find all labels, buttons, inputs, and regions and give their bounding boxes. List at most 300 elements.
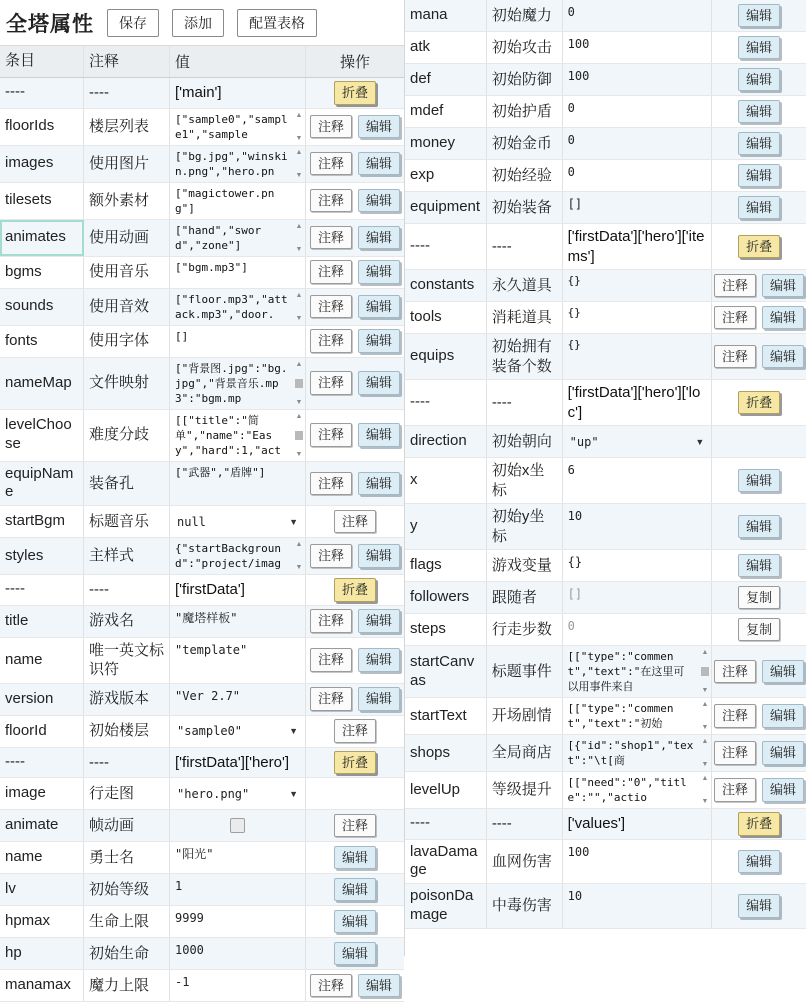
row-actions: [306, 810, 404, 841]
row-value-cell: [563, 646, 713, 697]
row-value: []: [567, 197, 583, 211]
value-json-editor[interactable]: ["hand","sword","zone"]: [175, 223, 262, 252]
note-button[interactable]: 注释: [334, 719, 376, 743]
row-key[interactable]: images: [0, 146, 84, 182]
row-actions: [712, 426, 806, 457]
table-row: [405, 646, 806, 698]
row-value: {}: [567, 555, 583, 569]
fold-button[interactable]: 折叠: [334, 578, 376, 602]
table-row: [0, 874, 404, 906]
add-button[interactable]: 添加: [172, 9, 224, 37]
value-json-editor[interactable]: [["need":"0","title":"","actio: [567, 776, 687, 804]
row-key[interactable]: animates: [0, 220, 84, 256]
value-json-editor[interactable]: {"startBackground":"project/imag: [175, 542, 281, 571]
value-select[interactable]: [175, 515, 300, 529]
row-actions: [712, 614, 806, 645]
value-json-editor[interactable]: ["floor.mp3","attack.mp3","door.: [175, 292, 288, 321]
value-scrollbar[interactable]: [294, 149, 304, 179]
row-value-cell: [170, 716, 306, 747]
row-value-cell: [563, 160, 713, 191]
row-actions: [306, 842, 404, 873]
note-button[interactable]: 注释: [310, 371, 352, 395]
row-key[interactable]: x: [405, 458, 487, 503]
note-button[interactable]: 注释: [310, 648, 352, 672]
edit-button[interactable]: 编辑: [738, 4, 780, 28]
table-row: [0, 938, 404, 970]
edit-button[interactable]: 编辑: [358, 544, 400, 568]
row-value-cell: [563, 735, 713, 771]
value-scrollbar[interactable]: [294, 223, 304, 253]
edit-button[interactable]: 编辑: [738, 196, 780, 220]
note-button[interactable]: 注释: [714, 778, 756, 802]
scroll-up-icon[interactable]: ▲: [701, 775, 709, 782]
row-value-cell: [170, 146, 306, 182]
note-button[interactable]: 注释: [334, 510, 376, 534]
table-row: [405, 64, 806, 96]
row-actions: [712, 64, 806, 95]
edit-button[interactable]: 编辑: [762, 660, 804, 684]
row-key[interactable]: equipment: [405, 192, 487, 223]
value-scrollbar[interactable]: [294, 413, 304, 458]
edit-button[interactable]: 编辑: [358, 329, 400, 353]
row-value: "阳光": [175, 847, 214, 862]
value-select[interactable]: [175, 787, 300, 801]
value-json-editor[interactable]: []: [175, 329, 189, 343]
row-value-cell: [563, 0, 713, 31]
row-value: 0: [567, 5, 575, 19]
scroll-up-icon[interactable]: ▲: [295, 541, 303, 549]
row-comment: 文件映射: [84, 358, 170, 409]
chevron-down-icon: ▼: [695, 436, 705, 447]
row-key[interactable]: def: [405, 64, 487, 95]
table-row: [0, 146, 404, 183]
row-key[interactable]: lavaDamage: [405, 840, 487, 884]
row-value-cell: [563, 64, 713, 95]
edit-button[interactable]: 编辑: [358, 472, 400, 496]
configure-table-button[interactable]: 配置表格: [237, 9, 317, 37]
row-actions: [306, 78, 404, 108]
row-actions: [306, 716, 404, 747]
row-actions: [306, 146, 404, 182]
value-json-editor[interactable]: ["背景图.jpg":"bg.jpg","背景音乐.mp3":"bgm.mp: [175, 361, 288, 405]
scroll-down-icon[interactable]: ▼: [701, 724, 709, 731]
scroll-up-icon[interactable]: ▲: [295, 148, 303, 156]
page-title: 全塔属性: [6, 13, 94, 36]
table-row: [405, 160, 806, 192]
scroll-down-icon[interactable]: ▼: [295, 134, 303, 142]
scroll-up-icon[interactable]: ▲: [295, 222, 303, 230]
edit-button[interactable]: 编辑: [738, 68, 780, 92]
fold-path-text: ['firstData']: [175, 581, 245, 599]
table-row: [0, 289, 404, 326]
value-json-editor[interactable]: {}: [567, 306, 581, 319]
row-key[interactable]: mdef: [405, 96, 487, 127]
row-key[interactable]: mana: [405, 0, 487, 31]
row-comment: 初始装备: [487, 192, 563, 223]
right-table-body: [405, 0, 806, 929]
row-comment: 初始攻击: [487, 32, 563, 63]
edit-button[interactable]: 编辑: [738, 894, 780, 918]
fold-button[interactable]: 折叠: [334, 81, 376, 105]
row-comment: 使用图片: [84, 146, 170, 182]
row-key[interactable]: lv: [0, 874, 84, 905]
row-actions: [306, 257, 404, 288]
row-actions: [712, 582, 806, 613]
row-actions: [306, 326, 404, 357]
row-comment: 标题音乐: [84, 506, 170, 537]
value-json-editor[interactable]: ["武器","盾牌"]: [175, 465, 266, 479]
edit-button[interactable]: 编辑: [738, 469, 780, 493]
row-comment: 生命上限: [84, 906, 170, 937]
row-key[interactable]: equipName: [0, 462, 84, 506]
table-row: [0, 842, 404, 874]
value-scrollbar[interactable]: [700, 775, 710, 805]
scroll-up-icon[interactable]: ▲: [701, 738, 709, 745]
note-button[interactable]: 注释: [310, 226, 352, 250]
edit-button[interactable]: 编辑: [358, 687, 400, 711]
row-value-cell: [563, 426, 713, 457]
row-actions: [712, 458, 806, 503]
row-key[interactable]: exp: [405, 160, 487, 191]
scroll-down-icon[interactable]: ▼: [295, 450, 303, 458]
edit-button[interactable]: 编辑: [358, 609, 400, 633]
row-comment: 行走图: [84, 778, 170, 809]
row-key[interactable]: manamax: [0, 970, 84, 1001]
note-button[interactable]: 注释: [310, 115, 352, 139]
row-key[interactable]: steps: [405, 614, 487, 645]
note-button[interactable]: 注释: [310, 544, 352, 568]
row-key[interactable]: poisonDamage: [405, 884, 487, 928]
row-key[interactable]: styles: [0, 538, 84, 574]
row-key[interactable]: ----: [405, 380, 487, 425]
edit-button[interactable]: 编辑: [358, 648, 400, 672]
value-json-editor[interactable]: [["type":"comment","text":"初始: [567, 702, 674, 730]
row-value: 10: [567, 509, 583, 523]
row-value-cell: [170, 684, 306, 715]
row-key[interactable]: atk: [405, 32, 487, 63]
fold-button[interactable]: 折叠: [334, 751, 376, 775]
value-select[interactable]: [568, 435, 707, 449]
row-actions: [306, 410, 404, 461]
scroll-up-icon[interactable]: ▲: [701, 701, 709, 708]
column-header-value: 值: [170, 46, 306, 77]
row-comment: 初始魔力: [487, 0, 563, 31]
row-value-cell: [170, 183, 306, 219]
edit-button[interactable]: 编辑: [358, 152, 400, 176]
value-json-editor[interactable]: {}: [567, 338, 581, 351]
table-row: [405, 32, 806, 64]
value-json-editor[interactable]: ["sample0","sample1","sample: [175, 112, 288, 141]
edit-button[interactable]: 编辑: [762, 274, 804, 298]
row-key[interactable]: floorIds: [0, 109, 84, 145]
edit-button[interactable]: 编辑: [358, 974, 400, 998]
row-key[interactable]: animate: [0, 810, 84, 841]
scroll-down-icon[interactable]: ▼: [295, 171, 303, 179]
edit-button[interactable]: 编辑: [738, 515, 780, 539]
copy-button[interactable]: 复制: [738, 586, 780, 610]
scroll-thumb[interactable]: [295, 379, 303, 388]
row-key[interactable]: startText: [405, 698, 487, 734]
value-scrollbar[interactable]: [700, 701, 710, 731]
value-scrollbar[interactable]: [700, 738, 710, 768]
note-button[interactable]: 注释: [310, 152, 352, 176]
note-button[interactable]: 注释: [334, 814, 376, 838]
table-row: [405, 224, 806, 270]
value-select[interactable]: [175, 724, 300, 738]
value-json-editor[interactable]: [["title":"简单","name":"Easy","hard":1,"act: [175, 413, 281, 457]
row-key[interactable]: ----: [0, 575, 84, 605]
row-key[interactable]: flags: [405, 550, 487, 581]
scroll-up-icon[interactable]: ▲: [701, 649, 709, 656]
note-button[interactable]: 注释: [310, 295, 352, 319]
scroll-thumb[interactable]: [295, 431, 303, 440]
row-value: "template": [175, 642, 248, 657]
column-header-entry: 条目: [0, 46, 84, 77]
edit-button[interactable]: 编辑: [334, 846, 376, 870]
row-key[interactable]: name: [0, 638, 84, 683]
value-scrollbar[interactable]: [294, 112, 304, 142]
value-scrollbar[interactable]: [700, 649, 710, 694]
left-table-column: [0, 0, 404, 994]
row-key[interactable]: direction: [405, 426, 487, 457]
note-button[interactable]: 注释: [310, 472, 352, 496]
copy-button[interactable]: 复制: [738, 618, 780, 642]
table-row: [0, 575, 404, 606]
row-comment: 中毒伤害: [487, 884, 563, 928]
note-button[interactable]: 注释: [714, 274, 756, 298]
fold-path-text: ['firstData']['hero']: [175, 753, 289, 771]
edit-button[interactable]: 编辑: [358, 260, 400, 284]
row-key[interactable]: fonts: [0, 326, 84, 357]
scroll-down-icon[interactable]: ▼: [701, 761, 709, 768]
table-row: [405, 840, 806, 885]
note-button[interactable]: 注释: [310, 260, 352, 284]
row-actions: [306, 289, 404, 325]
row-key[interactable]: name: [0, 842, 84, 873]
row-actions: [712, 270, 806, 301]
value-json-editor[interactable]: [{"id":"shop1","text":"\t[商: [567, 739, 694, 767]
row-key[interactable]: ----: [405, 224, 487, 269]
row-key[interactable]: bgms: [0, 257, 84, 288]
save-button[interactable]: 保存: [107, 9, 159, 37]
row-key[interactable]: levelChoose: [0, 410, 84, 461]
row-value-cell: [170, 748, 306, 778]
row-key[interactable]: ----: [0, 748, 84, 778]
row-key[interactable]: ----: [0, 78, 84, 108]
row-comment: 初始等级: [84, 874, 170, 905]
value-json-editor[interactable]: {}: [567, 274, 581, 287]
scroll-down-icon[interactable]: ▼: [295, 314, 303, 322]
row-key[interactable]: nameMap: [0, 358, 84, 409]
value-checkbox[interactable]: [230, 818, 245, 833]
edit-button[interactable]: 编辑: [738, 36, 780, 60]
edit-button[interactable]: 编辑: [738, 100, 780, 124]
row-key[interactable]: ----: [405, 809, 487, 839]
edit-button[interactable]: 编辑: [334, 878, 376, 902]
value-scrollbar[interactable]: [294, 541, 304, 571]
edit-button[interactable]: 编辑: [738, 554, 780, 578]
row-value: 100: [567, 37, 590, 51]
scroll-up-icon[interactable]: ▲: [295, 291, 303, 299]
row-value: []: [567, 587, 583, 601]
edit-button[interactable]: 编辑: [738, 132, 780, 156]
row-value: 0: [567, 165, 575, 179]
row-key[interactable]: equips: [405, 334, 487, 379]
row-actions: [306, 684, 404, 715]
table-row: [405, 192, 806, 224]
row-actions: [306, 506, 404, 537]
note-button[interactable]: 注释: [714, 345, 756, 369]
value-scrollbar[interactable]: [294, 361, 304, 406]
fold-path-text: ['firstData']['hero']['items']: [567, 228, 705, 265]
edit-button[interactable]: 编辑: [334, 910, 376, 934]
edit-button[interactable]: 编辑: [762, 306, 804, 330]
note-button[interactable]: 注释: [714, 660, 756, 684]
value-json-editor[interactable]: ["magictower.png"]: [175, 186, 275, 215]
row-comment: 等级提升: [487, 772, 563, 808]
edit-button[interactable]: 编辑: [358, 371, 400, 395]
row-value-cell: [170, 78, 306, 108]
row-key[interactable]: tools: [405, 302, 487, 333]
row-value-cell: [563, 128, 713, 159]
table-header-row: [0, 45, 404, 78]
row-value-cell: [170, 842, 306, 873]
row-comment: 主样式: [84, 538, 170, 574]
select-current-value: "sample0": [177, 724, 243, 739]
row-value: 0: [567, 619, 575, 633]
table-row: [0, 778, 404, 810]
scroll-down-icon[interactable]: ▼: [701, 687, 709, 694]
row-key[interactable]: startBgm: [0, 506, 84, 537]
table-row: [405, 0, 806, 32]
note-button[interactable]: 注释: [310, 609, 352, 633]
row-key[interactable]: levelUp: [405, 772, 487, 808]
note-button[interactable]: 注释: [310, 329, 352, 353]
table-row: [0, 906, 404, 938]
row-key[interactable]: sounds: [0, 289, 84, 325]
row-actions: [306, 606, 404, 637]
table-row: [0, 220, 404, 257]
row-comment: 使用音效: [84, 289, 170, 325]
row-key[interactable]: version: [0, 684, 84, 715]
table-row: [405, 582, 806, 614]
row-value: 0: [567, 133, 575, 147]
scroll-up-icon[interactable]: ▲: [295, 360, 303, 368]
scroll-down-icon[interactable]: ▼: [295, 245, 303, 253]
row-actions: [306, 109, 404, 145]
row-value-cell: [563, 270, 713, 301]
row-comment: 初始经验: [487, 160, 563, 191]
note-button[interactable]: 注释: [310, 423, 352, 447]
edit-button[interactable]: 编辑: [358, 189, 400, 213]
value-scrollbar[interactable]: [294, 292, 304, 322]
scroll-down-icon[interactable]: ▼: [701, 798, 709, 805]
value-json-editor[interactable]: ["bg.jpg","winskin.png","hero.pn: [175, 149, 288, 178]
table-row: [405, 735, 806, 772]
row-actions: [712, 0, 806, 31]
row-actions: [306, 538, 404, 574]
note-button[interactable]: 注释: [310, 189, 352, 213]
table-row: [405, 772, 806, 809]
scroll-up-icon[interactable]: ▲: [295, 111, 303, 119]
row-key[interactable]: image: [0, 778, 84, 809]
edit-button[interactable]: 编辑: [738, 850, 780, 874]
edit-button[interactable]: 编辑: [762, 345, 804, 369]
fold-path-text: ['values']: [567, 815, 626, 833]
row-value-cell: [563, 884, 713, 928]
edit-button[interactable]: 编辑: [358, 115, 400, 139]
row-key[interactable]: tilesets: [0, 183, 84, 219]
note-button[interactable]: 注释: [714, 306, 756, 330]
row-key[interactable]: title: [0, 606, 84, 637]
row-actions: [712, 380, 806, 425]
row-value-cell: [170, 109, 306, 145]
value-json-editor[interactable]: ["bgm.mp3"]: [175, 260, 248, 274]
row-key[interactable]: money: [405, 128, 487, 159]
chevron-down-icon: ▼: [289, 516, 298, 527]
row-key[interactable]: y: [405, 504, 487, 549]
note-button[interactable]: 注释: [310, 687, 352, 711]
fold-button[interactable]: 折叠: [738, 391, 780, 415]
row-key[interactable]: hp: [0, 938, 84, 969]
row-key[interactable]: startCanvas: [405, 646, 487, 697]
table-row: [0, 606, 404, 638]
edit-button[interactable]: 编辑: [334, 942, 376, 966]
row-comment: 永久道具: [487, 270, 563, 301]
row-comment: 游戏版本: [84, 684, 170, 715]
fold-button[interactable]: 折叠: [738, 812, 780, 836]
edit-button[interactable]: 编辑: [358, 295, 400, 319]
row-comment: 魔力上限: [84, 970, 170, 1001]
edit-button[interactable]: 编辑: [738, 164, 780, 188]
table-row: [405, 458, 806, 504]
scroll-down-icon[interactable]: ▼: [295, 564, 303, 572]
row-key[interactable]: followers: [405, 582, 487, 613]
row-value: 0: [567, 101, 575, 115]
fold-button[interactable]: 折叠: [738, 235, 780, 259]
row-value-cell: [170, 638, 306, 683]
row-key[interactable]: hpmax: [0, 906, 84, 937]
edit-button[interactable]: 编辑: [358, 423, 400, 447]
table-row: [0, 326, 404, 358]
edit-button[interactable]: 编辑: [358, 226, 400, 250]
scroll-thumb[interactable]: [701, 667, 709, 676]
table-row: [0, 716, 404, 748]
note-button[interactable]: 注释: [714, 704, 756, 728]
row-value-cell: [563, 698, 713, 734]
row-key[interactable]: shops: [405, 735, 487, 771]
edit-button[interactable]: 编辑: [762, 778, 804, 802]
scroll-down-icon[interactable]: ▼: [295, 398, 303, 406]
row-comment: 行走步数: [487, 614, 563, 645]
table-row: [405, 96, 806, 128]
row-key[interactable]: constants: [405, 270, 487, 301]
value-json-editor[interactable]: [["type":"comment","text":"在这里可以用事件来自: [567, 650, 685, 693]
row-comment: ----: [84, 78, 170, 108]
edit-button[interactable]: 编辑: [762, 741, 804, 765]
row-value-cell: [170, 970, 306, 1001]
note-button[interactable]: 注释: [310, 974, 352, 998]
select-current-value: "up": [569, 434, 599, 449]
fold-path-text: ['main']: [175, 84, 222, 102]
edit-button[interactable]: 编辑: [762, 704, 804, 728]
row-key[interactable]: floorId: [0, 716, 84, 747]
note-button[interactable]: 注释: [714, 741, 756, 765]
row-value-cell: [170, 538, 306, 574]
table-row: [0, 506, 404, 538]
row-comment: 初始护盾: [487, 96, 563, 127]
scroll-up-icon[interactable]: ▲: [295, 412, 303, 420]
